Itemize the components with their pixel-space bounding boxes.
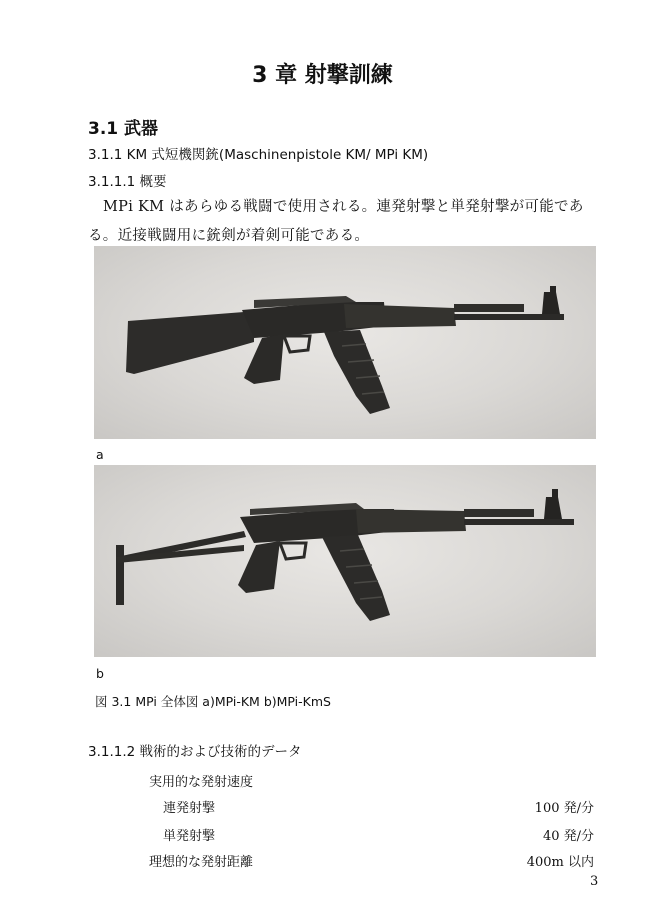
- ideal-range-label: 理想的な発射距離: [149, 855, 254, 870]
- rifle-photo-a: [94, 246, 596, 439]
- section-title: 武器: [124, 119, 159, 139]
- figure-caption: 図 3.1 MPi 全体図 a)MPi-KM b)MPi-KmS: [95, 694, 331, 709]
- figure-label-a: a: [96, 447, 104, 462]
- auto-fire-value: 100 発/分: [534, 801, 594, 816]
- figure-label-b: b: [96, 666, 104, 681]
- rifle-fixed-stock-image: [94, 246, 596, 439]
- ideal-range-value: 400m 以内: [526, 855, 594, 870]
- data-heading: 3.1.1.2 戦術的および技術的データ: [88, 744, 302, 760]
- rifle-folding-stock-image: [94, 465, 596, 657]
- single-fire-row: [163, 825, 594, 843]
- section-number: 3.1: [88, 119, 119, 139]
- chapter-title: 3 章 射撃訓練: [252, 63, 393, 88]
- section-heading: [88, 114, 158, 139]
- ideal-range-row: [149, 851, 594, 869]
- page-number: 3: [590, 874, 599, 889]
- single-fire-label: 単発射撃: [163, 829, 216, 844]
- practical-rate-label: 実用的な発射速度: [149, 775, 254, 790]
- overview-paragraph: MPi KM はあらゆる戦闘で使用される。連発射撃と単発射撃が可能である。近接戦闘用に銃剣が着剣可能である。: [88, 199, 584, 244]
- overview-heading: 3.1.1.1 概要: [88, 174, 167, 190]
- rifle-photo-b: [94, 465, 596, 657]
- subsection-heading: 3.1.1 KM 式短機関銃(Maschinenpistole KM/ MPi KM): [88, 147, 429, 163]
- single-fire-value: 40 発/分: [542, 829, 594, 844]
- auto-fire-label: 連発射撃: [163, 801, 216, 816]
- auto-fire-row: [163, 797, 594, 815]
